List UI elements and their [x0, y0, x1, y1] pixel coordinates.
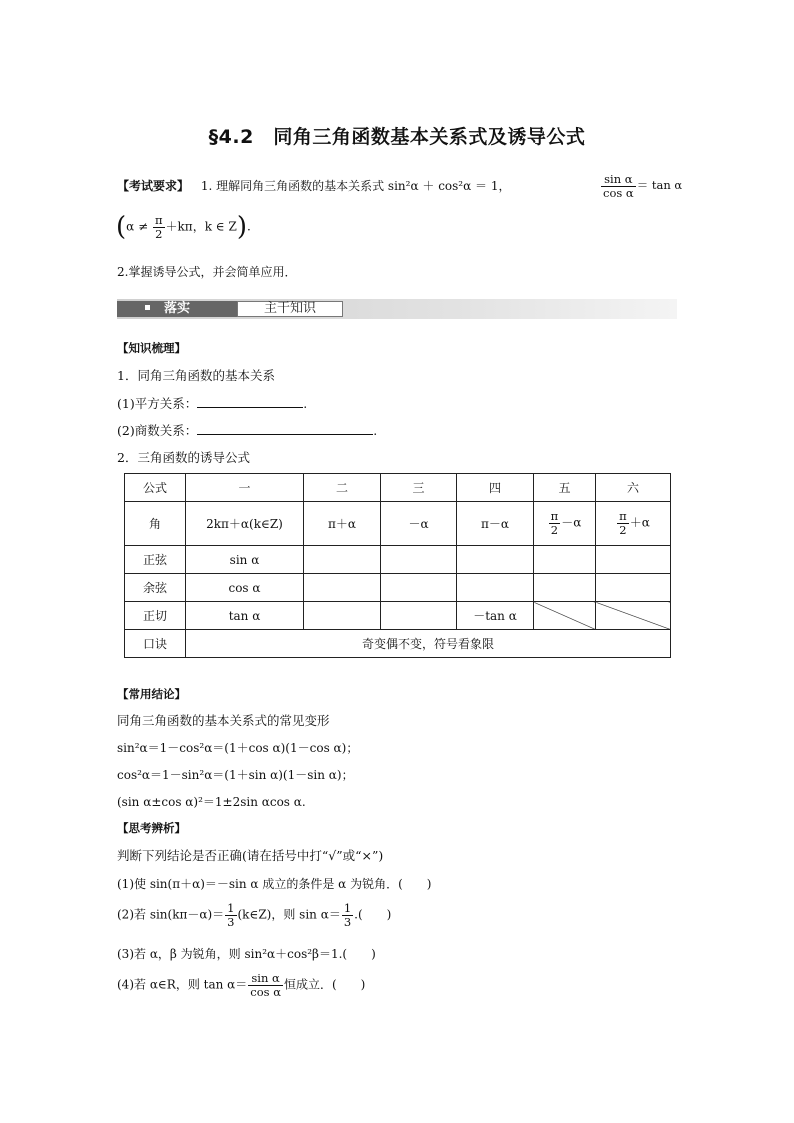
table-cell-blank — [381, 546, 457, 574]
table-cell-blank — [304, 546, 381, 574]
q4-part-b: 恒成立．( ) — [283, 977, 366, 992]
angle-cell-5 — [534, 502, 596, 546]
conclusion-formula-3: (sin α±cos α)²＝1±2sin αcos α. — [117, 795, 306, 809]
conclusion-formula-1: sin²α＝1－cos²α＝(1＋cos α)(1－cos α)； — [117, 741, 359, 755]
square-relation-end: . — [303, 396, 308, 411]
banner-light-tab — [237, 301, 343, 317]
row-label: 正弦 — [125, 546, 186, 574]
quotient-relation-label: (2)商数关系： — [117, 423, 198, 438]
section-banner — [117, 299, 677, 319]
cond-two: 2 — [155, 226, 163, 241]
header-cell: 一 — [186, 474, 304, 502]
header-cell: 五 — [534, 474, 596, 502]
quotient-relation-blank[interactable] — [197, 424, 373, 435]
angle6-num: π — [619, 509, 627, 524]
table-cell-blank — [534, 574, 596, 602]
banner-light-label: 主干知识 — [263, 301, 316, 316]
question-4 — [117, 972, 365, 998]
q4-part-a: (4)若 α∈R，则 tan α＝ — [117, 977, 248, 992]
q2-num2: 1 — [343, 901, 352, 915]
table-cell: tan α — [186, 602, 304, 630]
conclusions-heading: 【常用结论】 — [117, 687, 186, 701]
angle-cell: 2kπ＋α(k∈Z) — [186, 502, 304, 546]
q2-den2: 3 — [343, 914, 352, 929]
table-row-cosine — [125, 574, 671, 602]
table-cell — [457, 574, 534, 602]
table-angle-row — [125, 502, 671, 546]
table-cell-blank — [596, 546, 671, 574]
table-cell-blank — [304, 602, 381, 630]
angle-cell: －α — [381, 502, 457, 546]
tan-frac-num: sin α — [601, 173, 636, 187]
q2-num: 1 — [227, 901, 235, 915]
table-cell-blank — [381, 602, 457, 630]
knowledge-item-1: 1．同角三角函数的基本关系 — [117, 368, 275, 383]
cond-alpha: α ≠ — [126, 219, 149, 234]
induction-formula-table — [124, 473, 671, 658]
knowledge-item-2: 2．三角函数的诱导公式 — [117, 450, 250, 465]
header-cell: 三 — [381, 474, 457, 502]
requirement-2: 2.掌握诱导公式，并会简单应用． — [117, 265, 297, 279]
q4-num: sin α — [248, 972, 283, 986]
header-cell: 六 — [596, 474, 671, 502]
q4-den: cos α — [250, 984, 281, 999]
mnemonic-text: 奇变偶不变，符号看象限 — [186, 630, 671, 658]
square-relation-label: (1)平方关系： — [117, 396, 198, 411]
table-header-row — [125, 474, 671, 502]
table-row-tangent — [125, 602, 671, 630]
table-cell-blank — [304, 574, 381, 602]
table-cell-blank — [534, 546, 596, 574]
quotient-relation-end: . — [373, 423, 378, 438]
thinking-intro: 判断下列结论是否正确(请在括号中打“√”或“×”) — [117, 848, 384, 863]
tan-frac-den: cos α — [603, 185, 634, 200]
requirement-1-text: 1. 理解同角三角函数的基本关系式 sin²α ＋ cos²α ＝ 1， — [200, 179, 511, 193]
table-cell-blank — [596, 574, 671, 602]
diagonal-cell — [534, 602, 596, 630]
question-2 — [117, 902, 391, 928]
conclusions-intro: 同角三角函数的基本关系式的常见变形 — [117, 713, 330, 728]
header-cell: 二 — [304, 474, 381, 502]
mnemonic-label: 口诀 — [125, 630, 186, 658]
knowledge-heading: 【知识梳理】 — [117, 341, 186, 355]
tan-fraction — [600, 173, 682, 199]
requirements-label: 【考试要求】 — [117, 179, 190, 193]
square-relation-blank[interactable] — [197, 397, 303, 408]
table-cell: －tan α — [457, 602, 534, 630]
angle5-num: π — [550, 509, 559, 524]
table-row-mnemonic — [125, 630, 671, 658]
conclusion-formula-2: cos²α＝1－sin²α＝(1＋sin α)(1－sin α)； — [117, 768, 354, 782]
square-relation-line — [117, 394, 307, 412]
square-bullet-icon — [145, 305, 150, 310]
angle5-den: 2 — [550, 523, 559, 537]
banner-dark-tab — [117, 301, 237, 317]
table-cell: sin α — [186, 546, 304, 574]
angle-cell-6 — [596, 502, 671, 546]
diagonal-cell — [596, 602, 671, 630]
question-1: (1)使 sin(π＋α)＝－sin α 成立的条件是 α 为锐角．( ) — [117, 877, 432, 891]
requirements-condition: (α ≠ $\frac{\pi}{2}$ ＋kπ，k ∈ Z). — [116, 212, 251, 243]
question-3: (3)若 α，β 为锐角，则 sin²α＋cos²β＝1.( ) — [117, 947, 376, 961]
table-cell — [457, 546, 534, 574]
angle6-den: 2 — [619, 523, 627, 537]
banner-dark-label: 落实 — [164, 301, 191, 316]
angle-cell: π－α — [457, 502, 534, 546]
q2-part-a: (2)若 sin(kπ－α)＝ — [117, 907, 225, 922]
table-cell: cos α — [186, 574, 304, 602]
row-label: 正切 — [125, 602, 186, 630]
header-cell: 公式 — [125, 474, 186, 502]
q2-den: 3 — [227, 914, 235, 929]
thinking-heading: 【思考辨析】 — [117, 821, 186, 835]
page-title: §4.2 同角三角函数基本关系式及诱导公式 — [208, 126, 586, 148]
quotient-relation-line — [117, 421, 377, 439]
cond-pi: π — [154, 213, 163, 227]
angle-cell: π＋α — [304, 502, 381, 546]
header-cell: 四 — [457, 474, 534, 502]
requirements-line1 — [117, 177, 510, 194]
angle-label: 角 — [125, 502, 186, 546]
cond-tail: ＋kπ，k ∈ Z — [165, 219, 237, 234]
tan-eq-tail: ＝ tan α — [636, 178, 683, 193]
angle5-tail: －α — [561, 516, 582, 530]
q2-part-c: .( ) — [354, 907, 392, 922]
table-row-sine — [125, 546, 671, 574]
angle6-tail: ＋α — [629, 516, 650, 530]
requirement-1-end: . — [246, 219, 251, 234]
q2-part-b: (k∈Z)，则 sin α＝ — [237, 907, 341, 922]
table-cell-blank — [381, 574, 457, 602]
row-label: 余弦 — [125, 574, 186, 602]
